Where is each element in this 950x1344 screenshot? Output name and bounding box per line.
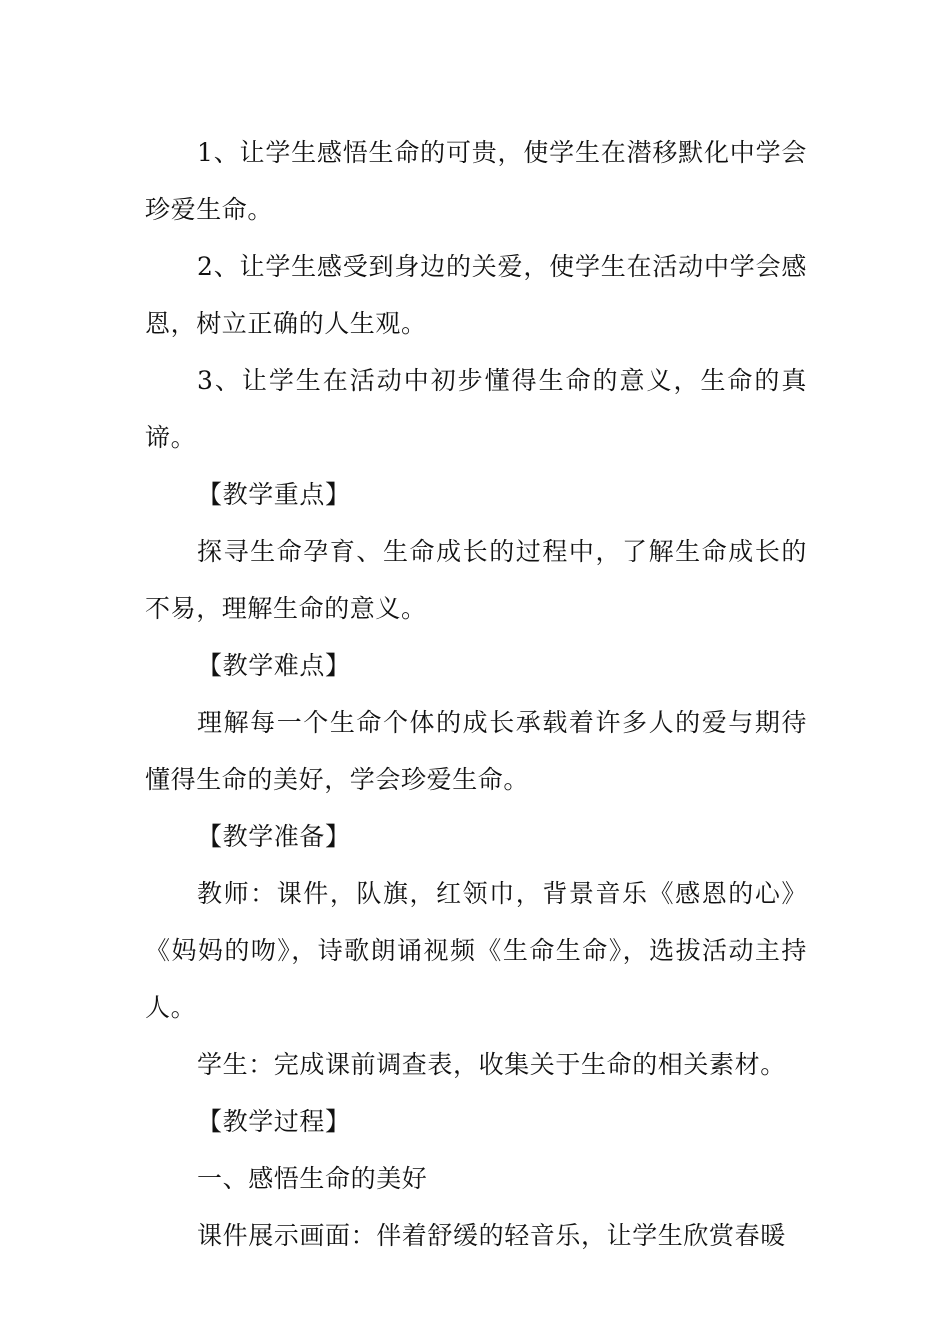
student-preparation-paragraph: 学生：完成课前调查表，收集关于生命的相关素材。 bbox=[197, 1050, 786, 1079]
goal-paragraph-1: 1、让学生感悟生命的可贵，使学生在潜移默化中学会珍爱生命。 bbox=[145, 138, 807, 224]
document-body bbox=[145, 124, 807, 1264]
process-paragraph-1: 课件展示画面：伴着舒缓的轻音乐，让学生欣赏春暖 bbox=[197, 1221, 786, 1250]
section-heading-key-points: 【教学重点】 bbox=[197, 480, 351, 509]
goal-paragraph-2: 2、让学生感受到身边的关爱，使学生在活动中学会感恩，树立正确的人生观。 bbox=[145, 252, 807, 338]
process-step-heading-1: 一、感悟生命的美好 bbox=[197, 1164, 428, 1193]
teacher-preparation-paragraph: 教师：课件，队旗，红领巾，背景音乐《感恩的心》《妈妈的吻》，诗歌朗诵视频《生命生命》，选拔活动主持人。 bbox=[145, 879, 807, 1022]
section-heading-process: 【教学过程】 bbox=[197, 1107, 351, 1136]
goal-paragraph-3: 3、让学生在活动中初步懂得生命的意义，生命的真谛。 bbox=[145, 366, 807, 452]
key-points-paragraph: 探寻生命孕育、生命成长的过程中，了解生命成长的不易，理解生命的意义。 bbox=[145, 537, 807, 623]
difficulties-paragraph: 理解每一个生命个体的成长承载着许多人的爱与期待懂得生命的美好，学会珍爱生命。 bbox=[145, 708, 807, 794]
section-heading-preparation: 【教学准备】 bbox=[197, 822, 351, 851]
section-heading-difficulties: 【教学难点】 bbox=[197, 651, 351, 680]
